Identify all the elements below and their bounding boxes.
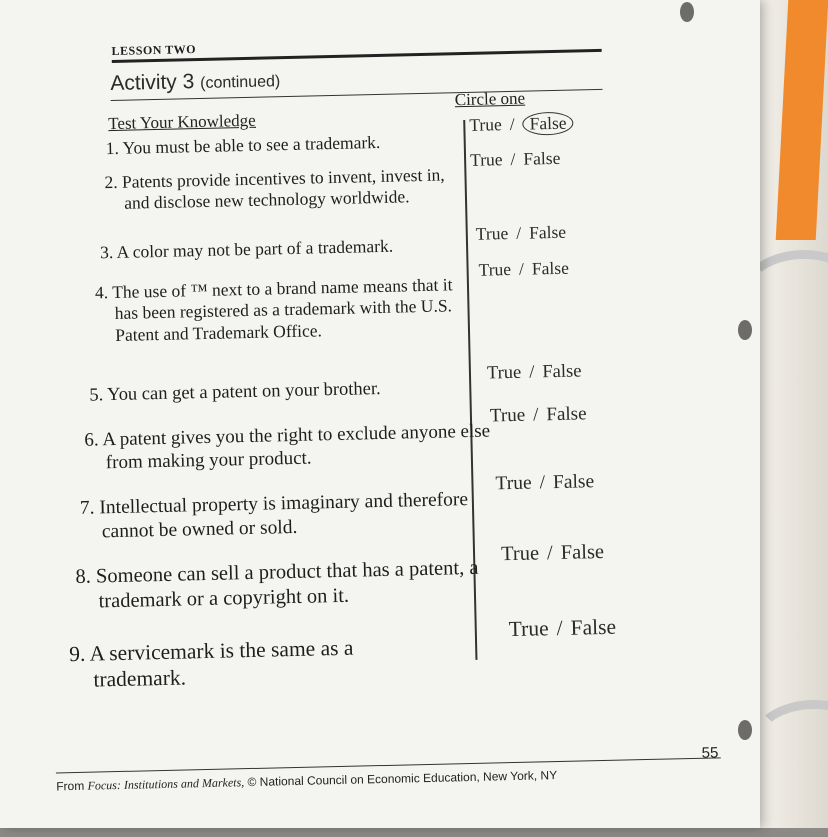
section-title: Test Your Knowledge	[107, 110, 256, 134]
answer-choices-4[interactable]	[478, 258, 569, 281]
question-number: 7.	[79, 497, 95, 519]
answer-true[interactable]: True	[508, 616, 549, 642]
answer-choices-5[interactable]	[487, 361, 582, 384]
answer-separator: /	[509, 113, 515, 134]
question-text: Intellectual property is imaginary and therefore cannot be owned or sold.	[99, 489, 469, 543]
question-7	[80, 488, 482, 545]
activity-title	[110, 68, 280, 96]
answer-choices-1[interactable]	[469, 112, 574, 137]
answer-true[interactable]: True	[500, 542, 540, 566]
answer-false[interactable]: False	[552, 471, 595, 494]
answer-true[interactable]: True	[486, 362, 522, 384]
activity-title-sub: (continued)	[200, 73, 281, 92]
answer-choices-3[interactable]	[476, 222, 567, 245]
question-text: A color may not be part of a trademark.	[116, 235, 394, 262]
question-text: You must be able to see a trademark.	[122, 131, 381, 158]
answer-separator: /	[546, 542, 554, 565]
answer-true[interactable]: True	[475, 223, 509, 244]
answer-choices-9[interactable]	[509, 615, 617, 642]
answer-false[interactable]: False	[560, 540, 605, 564]
question-3	[100, 234, 480, 264]
question-text: A servicemark is the same as a trademark.	[89, 635, 354, 692]
answer-true[interactable]: True	[469, 114, 502, 135]
question-number: 3.	[99, 242, 114, 263]
answer-false[interactable]: False	[531, 257, 570, 279]
question-number: 6.	[84, 429, 99, 451]
answer-false[interactable]: False	[522, 112, 573, 136]
answer-false[interactable]: False	[546, 403, 587, 426]
answer-choices-2[interactable]	[470, 148, 561, 171]
answer-separator: /	[518, 258, 525, 279]
question-text: A patent gives you the right to exclude anyone else from making your product.	[102, 420, 491, 474]
answer-true[interactable]: True	[469, 149, 503, 170]
question-text: You can get a patent on your brother.	[106, 378, 381, 406]
answer-separator: /	[515, 222, 522, 243]
footer-source: Focus: Institutions and Markets,	[87, 775, 245, 793]
question-1	[106, 130, 466, 159]
question-text: The use of ™ next to a brand name means that it has been registered as a trademark with the U.S. Patent and Trademark Office.	[111, 274, 453, 345]
answer-false[interactable]: False	[542, 361, 582, 383]
answer-separator: /	[510, 148, 516, 169]
question-number: 4.	[94, 282, 109, 303]
circle-one-instruction: Circle one	[454, 88, 526, 110]
question-number: 1.	[105, 137, 120, 159]
answer-choices-7[interactable]	[495, 471, 594, 495]
activity-title-main: Activity 3	[110, 70, 195, 96]
question-text: Patents provide incentives to invent, invest in, and disclose new technology worldwide.	[121, 164, 445, 214]
question-number: 2.	[104, 171, 118, 193]
question-6	[84, 420, 491, 476]
answer-choices-8[interactable]	[501, 541, 604, 566]
answer-true[interactable]: True	[478, 258, 512, 280]
footer-prefix: From	[56, 778, 88, 794]
question-number: 5.	[89, 385, 104, 406]
question-2	[104, 164, 459, 215]
answer-true[interactable]: True	[495, 472, 532, 495]
answer-separator: /	[532, 404, 539, 426]
question-number: 8.	[75, 565, 92, 588]
answer-separator: /	[529, 362, 535, 383]
question-8	[75, 555, 499, 615]
answer-false[interactable]: False	[570, 614, 617, 640]
page-number: 55	[701, 744, 719, 762]
question-4	[95, 274, 456, 346]
answer-false[interactable]: False	[523, 147, 561, 169]
question-9	[69, 633, 424, 693]
answer-separator: /	[539, 472, 546, 494]
answer-false[interactable]: False	[528, 221, 567, 243]
answer-true[interactable]: True	[489, 404, 526, 427]
question-number: 9.	[68, 641, 86, 667]
question-text: Someone can sell a product that has a patent, a trademark or a copyright on it.	[95, 556, 479, 613]
footer-credit	[56, 768, 557, 794]
answer-choices-6[interactable]	[490, 403, 587, 427]
answer-separator: /	[556, 615, 563, 641]
question-5	[89, 376, 480, 407]
footer-rest: © National Council on Economic Education, New York, NY	[244, 768, 558, 790]
lesson-label: LESSON TWO	[111, 42, 197, 58]
